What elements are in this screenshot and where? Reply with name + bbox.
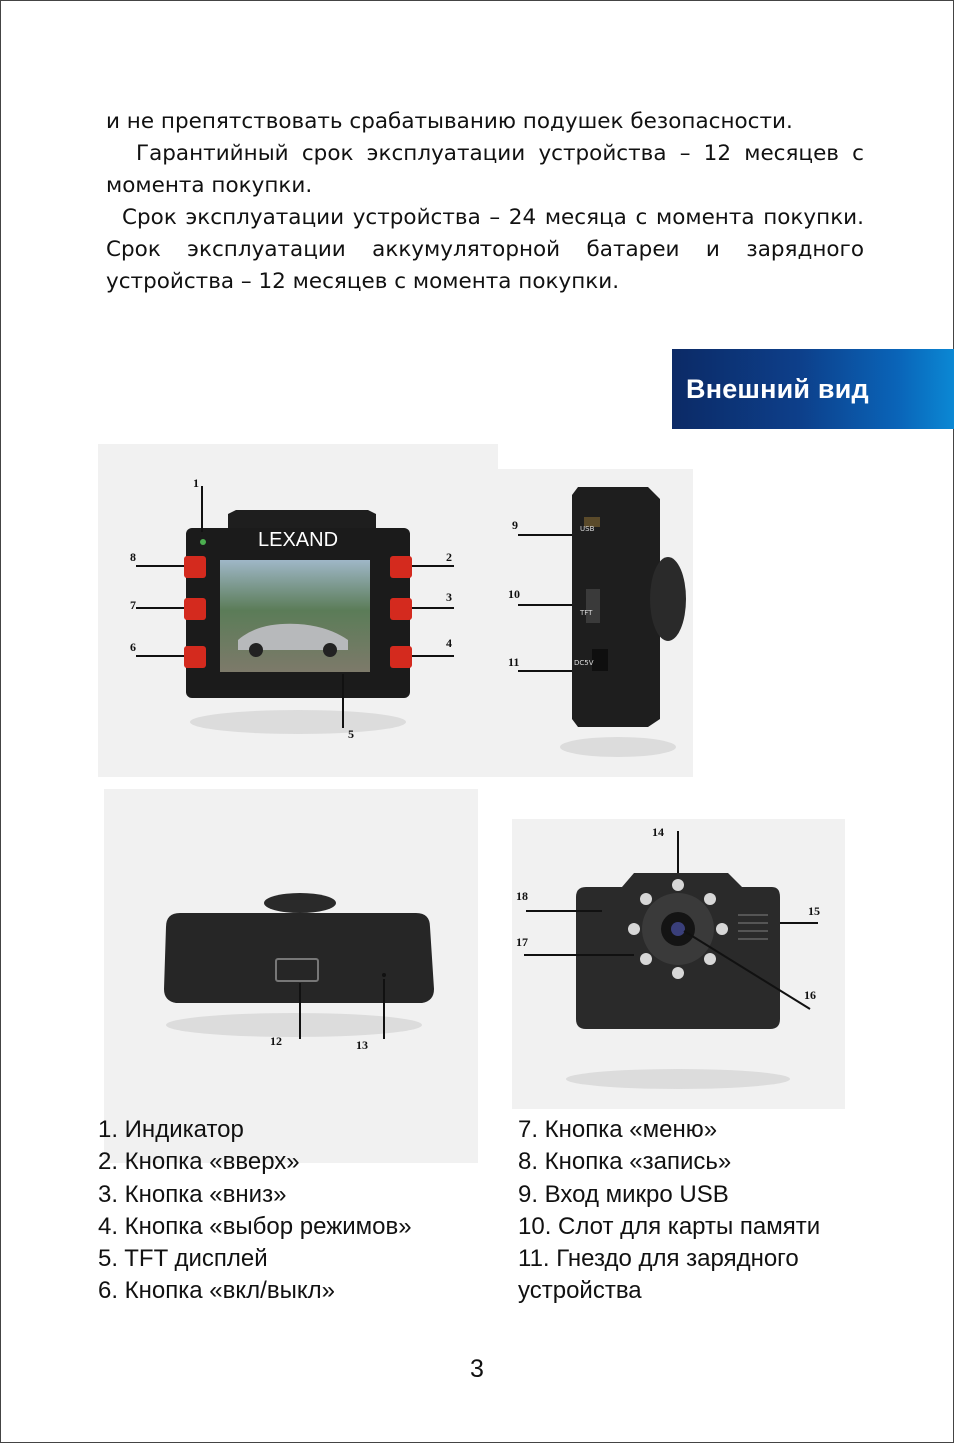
legend-item: 3. Кнопка «вниз» — [98, 1180, 287, 1208]
callout-14: 14 — [652, 825, 664, 839]
legend-item: 8. Кнопка «запись» — [518, 1148, 732, 1176]
page-number: 3 — [470, 1355, 484, 1383]
warranty-paragraph: Гарантийный срок эксплуатации устройства – 12 месяцев с момента покупки. — [106, 141, 864, 198]
legend-item: 5. TFT дисплей — [98, 1245, 268, 1273]
legend-right — [518, 1114, 820, 1308]
callout-4: 4 — [446, 636, 452, 650]
legend-item: 7. Кнопка «меню» — [518, 1116, 718, 1143]
lens-view-illustration — [512, 819, 845, 1109]
callout-12: 12 — [270, 1034, 282, 1048]
intro-line: и не препятствовать срабатыванию подушек безопасности. — [106, 109, 793, 134]
legend-item: 6. Кнопка «вкл/выкл» — [98, 1277, 335, 1305]
callout-11: 11 — [508, 655, 520, 669]
callout-17: 17 — [516, 935, 528, 949]
legend-item: 11. Гнездо для зарядного — [518, 1245, 799, 1273]
callout-10: 10 — [508, 587, 520, 601]
callout-15: 15 — [808, 904, 820, 918]
tf-slot-label: TFT — [580, 609, 593, 617]
callout-3: 3 — [446, 590, 452, 604]
dc-jack-label: DC5V — [574, 659, 594, 667]
callout-9: 9 — [512, 518, 518, 532]
lens-view-figure — [512, 819, 845, 1109]
legend-item: 10. Слот для карты памяти — [518, 1212, 821, 1240]
service-life-paragraph: Срок эксплуатации устройства – 24 месяца с момента покупки. Срок эксплуатации аккумуляторной батареи и зарядного устройства – 12 месяцев с момента покупки. — [106, 205, 864, 294]
legend-item: 1. Индикатор — [98, 1116, 244, 1143]
callout-7: 7 — [130, 598, 136, 612]
usb-port-label: USB — [580, 525, 595, 533]
front-view-figure — [98, 444, 498, 777]
section-banner — [672, 349, 954, 429]
legend-left — [98, 1114, 412, 1308]
brand-logo: LEXAND — [257, 529, 339, 551]
callout-13: 13 — [356, 1038, 368, 1052]
callout-6: 6 — [130, 640, 136, 654]
legend-item: 4. Кнопка «выбор режимов» — [98, 1212, 412, 1240]
callout-5: 5 — [348, 727, 354, 741]
legend-item: 9. Вход микро USB — [518, 1180, 729, 1208]
callout-8: 8 — [130, 550, 136, 564]
side-view-figure — [498, 469, 693, 777]
legend-item: устройства — [518, 1277, 642, 1305]
callout-1: 1 — [193, 476, 199, 490]
callout-2: 2 — [446, 550, 452, 564]
front-view-illustration — [98, 444, 498, 777]
section-title: Внешний вид — [686, 373, 869, 404]
callout-18: 18 — [516, 889, 528, 903]
side-view-illustration — [498, 469, 693, 777]
bottom-view-figure — [104, 789, 478, 1163]
callout-16: 16 — [804, 988, 816, 1002]
legend-item: 2. Кнопка «вверх» — [98, 1148, 300, 1176]
bottom-view-illustration — [104, 789, 478, 1163]
